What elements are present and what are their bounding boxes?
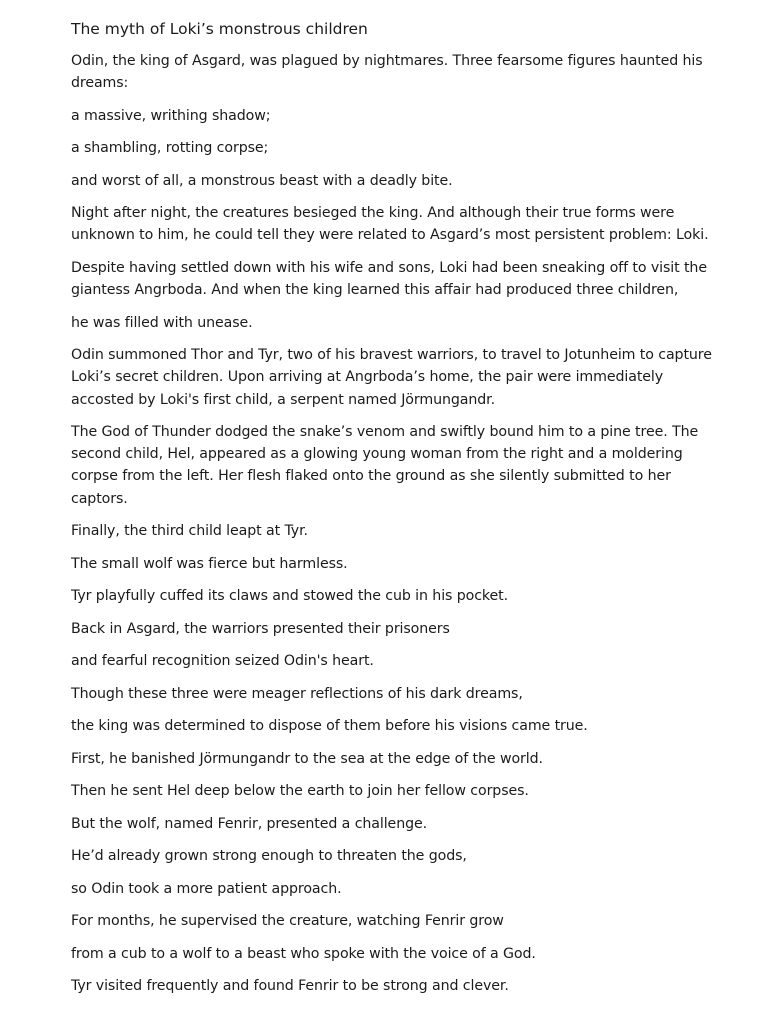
paragraph: Night after night, the creatures besieged the king. And although their true forms were unknown to him, he could tell they were related to Asgard’s most persistent problem: Loki. — [71, 205, 709, 244]
paragraph: a massive, writhing shadow; — [71, 107, 271, 124]
paragraph: Finally, the third child leapt at Tyr. — [71, 523, 308, 540]
paragraph: Tyr playfully cuffed its claws and stowed the cub in his pocket. — [71, 588, 509, 605]
paragraph: Though these three were meager reflections of his dark dreams, — [71, 685, 523, 702]
paragraph: so Odin took a more patient approach. — [71, 880, 342, 897]
paragraph: from a cub to a wolf to a beast who spoke with the voice of a God. — [71, 945, 536, 962]
paragraph: The God of Thunder dodged the snake’s venom and swiftly bound him to a pine tree. The second child, Hel, appeared as a glowing young woman from the right and a moldering corpse from the left. Her flesh flaked onto the ground as she silently submitted to her captors. — [71, 424, 699, 507]
document-body — [71, 50, 720, 997]
paragraph: Then he sent Hel deep below the earth to join her fellow corpses. — [71, 783, 529, 800]
paragraph: the king was determined to dispose of them before his visions came true. — [71, 718, 588, 735]
paragraph: Back in Asgard, the warriors presented their prisoners — [71, 620, 450, 637]
document-title: The myth of Loki’s monstrous children — [71, 20, 368, 38]
paragraph: Tyr visited frequently and found Fenrir to be strong and clever. — [71, 978, 509, 995]
paragraph: a shambling, rotting corpse; — [71, 140, 269, 157]
paragraph: Odin, the king of Asgard, was plagued by nightmares. Three fearsome figures haunted his dreams: — [71, 53, 703, 92]
paragraph: he was filled with unease. — [71, 314, 253, 331]
paragraph: But the wolf, named Fenrir, presented a challenge. — [71, 815, 428, 832]
paragraph: and fearful recognition seized Odin's heart. — [71, 653, 374, 670]
paragraph: He’d already grown strong enough to threaten the gods, — [71, 848, 467, 865]
paragraph: Odin summoned Thor and Tyr, two of his bravest warriors, to travel to Jotunheim to capture Loki’s secret children. Upon arriving at Angrboda’s home, the pair were immediately accosted by Loki's first child, a serpent named Jörmungandr. — [71, 347, 712, 408]
paragraph: For months, he supervised the creature, watching Fenrir grow — [71, 913, 504, 930]
paragraph: and worst of all, a monstrous beast with a deadly bite. — [71, 172, 453, 189]
paragraph: The small wolf was fierce but harmless. — [71, 555, 348, 572]
paragraph: Despite having settled down with his wife and sons, Loki had been sneaking off to visit the giantess Angrboda. And when the king learned this affair had produced three children, — [71, 259, 707, 299]
paragraph: First, he banished Jörmungandr to the sea at the edge of the world. — [71, 750, 543, 767]
